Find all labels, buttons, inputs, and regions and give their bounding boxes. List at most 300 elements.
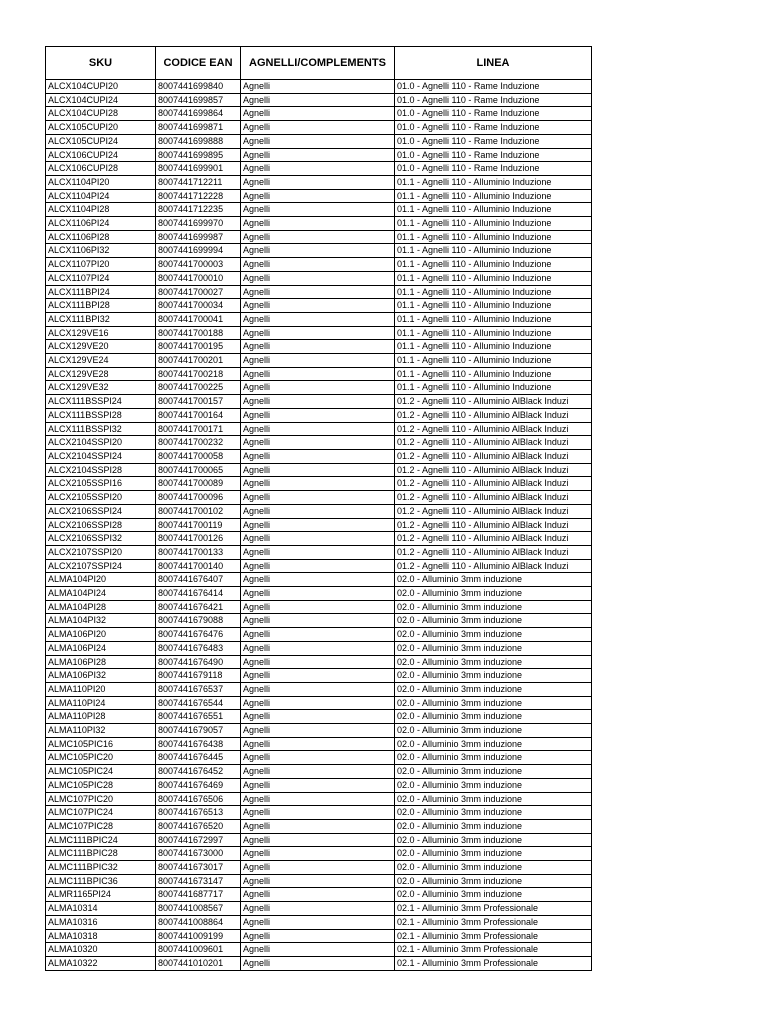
sku-cell: ALMA110PI20 (46, 682, 156, 696)
category-cell: Agnelli (241, 587, 395, 601)
category-cell: Agnelli (241, 792, 395, 806)
sku-cell: ALCX2106SSPI32 (46, 532, 156, 546)
linea-cell: 01.2 - Agnelli 110 - Alluminio AlBlack Induzi (395, 532, 592, 546)
sku-cell: ALMC107PIC24 (46, 806, 156, 820)
sku-cell: ALCX2105SSPI16 (46, 477, 156, 491)
table-row (46, 491, 592, 505)
table-row (46, 655, 592, 669)
sku-cell: ALMC111BPIC32 (46, 861, 156, 875)
linea-cell: 02.0 - Alluminio 3mm induzione (395, 888, 592, 902)
category-cell: Agnelli (241, 491, 395, 505)
ean-cell: 8007441700171 (156, 422, 241, 436)
linea-cell: 01.2 - Agnelli 110 - Alluminio AlBlack Induzi (395, 395, 592, 409)
linea-cell: 02.0 - Alluminio 3mm induzione (395, 669, 592, 683)
ean-cell: 8007441700225 (156, 381, 241, 395)
table-row (46, 148, 592, 162)
category-cell: Agnelli (241, 573, 395, 587)
sku-cell: ALMA10320 (46, 943, 156, 957)
sku-cell: ALMA10322 (46, 957, 156, 971)
ean-cell: 8007441687717 (156, 888, 241, 902)
table-row (46, 847, 592, 861)
table-row (46, 792, 592, 806)
ean-cell: 8007441700058 (156, 449, 241, 463)
ean-cell: 8007441712211 (156, 175, 241, 189)
linea-cell: 02.0 - Alluminio 3mm induzione (395, 847, 592, 861)
category-cell: Agnelli (241, 463, 395, 477)
category-cell: Agnelli (241, 203, 395, 217)
category-cell: Agnelli (241, 819, 395, 833)
ean-cell: 8007441699871 (156, 121, 241, 135)
table-row (46, 203, 592, 217)
ean-cell: 8007441700157 (156, 395, 241, 409)
table-row (46, 107, 592, 121)
ean-cell: 8007441699857 (156, 93, 241, 107)
table-row (46, 449, 592, 463)
linea-cell: 01.0 - Agnelli 110 - Rame Induzione (395, 93, 592, 107)
ean-cell: 8007441700188 (156, 326, 241, 340)
ean-cell: 8007441676421 (156, 600, 241, 614)
linea-cell: 01.1 - Agnelli 110 - Alluminio Induzione (395, 203, 592, 217)
category-cell: Agnelli (241, 381, 395, 395)
sku-cell: ALMC111BPIC24 (46, 833, 156, 847)
sku-cell: ALCX129VE28 (46, 367, 156, 381)
table-row (46, 422, 592, 436)
ean-cell: 8007441676551 (156, 710, 241, 724)
table-row (46, 217, 592, 231)
ean-cell: 8007441699970 (156, 217, 241, 231)
sku-cell: ALMC107PIC20 (46, 792, 156, 806)
ean-cell: 8007441676414 (156, 587, 241, 601)
sku-cell: ALCX104CUPI20 (46, 80, 156, 94)
linea-cell: 01.1 - Agnelli 110 - Alluminio Induzione (395, 244, 592, 258)
category-cell: Agnelli (241, 778, 395, 792)
ean-cell: 8007441712235 (156, 203, 241, 217)
ean-cell: 8007441679088 (156, 614, 241, 628)
category-cell: Agnelli (241, 477, 395, 491)
table-row (46, 669, 592, 683)
category-cell: Agnelli (241, 874, 395, 888)
table-row (46, 724, 592, 738)
linea-cell: 01.1 - Agnelli 110 - Alluminio Induzione (395, 340, 592, 354)
sku-cell: ALMC105PIC16 (46, 737, 156, 751)
category-cell: Agnelli (241, 408, 395, 422)
sku-cell: ALCX1107PI24 (46, 271, 156, 285)
ean-cell: 8007441700034 (156, 299, 241, 313)
ean-cell: 8007441700027 (156, 285, 241, 299)
ean-cell: 8007441700133 (156, 545, 241, 559)
table-row (46, 641, 592, 655)
table-row (46, 765, 592, 779)
category-cell: Agnelli (241, 80, 395, 94)
category-cell: Agnelli (241, 751, 395, 765)
table-row (46, 381, 592, 395)
sku-cell: ALMA110PI32 (46, 724, 156, 738)
linea-cell: 02.1 - Alluminio 3mm Professionale (395, 957, 592, 971)
category-cell: Agnelli (241, 532, 395, 546)
linea-cell: 02.0 - Alluminio 3mm induzione (395, 861, 592, 875)
sku-cell: ALCX1104PI28 (46, 203, 156, 217)
sku-cell: ALCX2106SSPI24 (46, 504, 156, 518)
table-row (46, 189, 592, 203)
ean-cell: 8007441700195 (156, 340, 241, 354)
linea-cell: 02.0 - Alluminio 3mm induzione (395, 751, 592, 765)
linea-cell: 01.2 - Agnelli 110 - Alluminio AlBlack Induzi (395, 518, 592, 532)
category-cell: Agnelli (241, 244, 395, 258)
table-row (46, 861, 592, 875)
ean-cell: 8007441700201 (156, 354, 241, 368)
table-row (46, 737, 592, 751)
linea-cell: 02.0 - Alluminio 3mm induzione (395, 655, 592, 669)
ean-cell: 8007441700140 (156, 559, 241, 573)
ean-cell: 8007441673017 (156, 861, 241, 875)
category-cell: Agnelli (241, 737, 395, 751)
sku-cell: ALMC107PIC28 (46, 819, 156, 833)
sku-cell: ALMA106PI24 (46, 641, 156, 655)
ean-cell: 8007441699901 (156, 162, 241, 176)
table-row (46, 943, 592, 957)
linea-cell: 01.0 - Agnelli 110 - Rame Induzione (395, 80, 592, 94)
table-row (46, 628, 592, 642)
linea-cell: 02.0 - Alluminio 3mm induzione (395, 600, 592, 614)
table-row (46, 504, 592, 518)
sku-cell: ALCX129VE32 (46, 381, 156, 395)
table-row (46, 957, 592, 971)
category-cell: Agnelli (241, 217, 395, 231)
table-row (46, 778, 592, 792)
ean-cell: 8007441700102 (156, 504, 241, 518)
ean-cell: 8007441699994 (156, 244, 241, 258)
sku-cell: ALMA104PI20 (46, 573, 156, 587)
category-cell: Agnelli (241, 93, 395, 107)
ean-cell: 8007441010201 (156, 957, 241, 971)
linea-cell: 02.0 - Alluminio 3mm induzione (395, 833, 592, 847)
category-cell: Agnelli (241, 395, 395, 409)
sku-cell: ALMA110PI28 (46, 710, 156, 724)
table-row (46, 134, 592, 148)
sku-cell: ALMA10316 (46, 915, 156, 929)
linea-cell: 02.1 - Alluminio 3mm Professionale (395, 929, 592, 943)
table-row (46, 408, 592, 422)
table-row (46, 587, 592, 601)
sku-cell: ALCX2104SSPI24 (46, 449, 156, 463)
category-cell: Agnelli (241, 162, 395, 176)
sku-cell: ALCX1106PI28 (46, 230, 156, 244)
ean-cell: 8007441672997 (156, 833, 241, 847)
sku-cell: ALCX2106SSPI28 (46, 518, 156, 532)
table-row (46, 162, 592, 176)
sku-cell: ALCX111BSSPI24 (46, 395, 156, 409)
linea-cell: 01.1 - Agnelli 110 - Alluminio Induzione (395, 367, 592, 381)
ean-cell: 8007441673147 (156, 874, 241, 888)
ean-cell: 8007441676537 (156, 682, 241, 696)
ean-cell: 8007441676407 (156, 573, 241, 587)
linea-cell: 01.0 - Agnelli 110 - Rame Induzione (395, 121, 592, 135)
header-row (46, 47, 592, 80)
ean-cell: 8007441676513 (156, 806, 241, 820)
ean-cell: 8007441676476 (156, 628, 241, 642)
linea-cell: 01.0 - Agnelli 110 - Rame Induzione (395, 148, 592, 162)
table-row (46, 819, 592, 833)
ean-cell: 8007441009601 (156, 943, 241, 957)
linea-cell: 01.2 - Agnelli 110 - Alluminio AlBlack Induzi (395, 449, 592, 463)
table-row (46, 271, 592, 285)
header-codice-ean: CODICE EAN (156, 47, 241, 80)
sku-cell: ALMR1165PI24 (46, 888, 156, 902)
linea-cell: 01.1 - Agnelli 110 - Alluminio Induzione (395, 175, 592, 189)
ean-cell: 8007441676452 (156, 765, 241, 779)
ean-cell: 8007441673000 (156, 847, 241, 861)
table-row (46, 833, 592, 847)
linea-cell: 01.1 - Agnelli 110 - Alluminio Induzione (395, 381, 592, 395)
linea-cell: 01.2 - Agnelli 110 - Alluminio AlBlack Induzi (395, 436, 592, 450)
category-cell: Agnelli (241, 545, 395, 559)
table-row (46, 915, 592, 929)
category-cell: Agnelli (241, 614, 395, 628)
table-row (46, 121, 592, 135)
linea-cell: 01.2 - Agnelli 110 - Alluminio AlBlack Induzi (395, 504, 592, 518)
table-row (46, 477, 592, 491)
ean-cell: 8007441676544 (156, 696, 241, 710)
sku-cell: ALCX129VE24 (46, 354, 156, 368)
category-cell: Agnelli (241, 669, 395, 683)
table-row (46, 326, 592, 340)
sku-cell: ALCX111BPI32 (46, 312, 156, 326)
ean-cell: 8007441712228 (156, 189, 241, 203)
table-row (46, 559, 592, 573)
ean-cell: 8007441676506 (156, 792, 241, 806)
category-cell: Agnelli (241, 148, 395, 162)
sku-cell: ALCX2104SSPI20 (46, 436, 156, 450)
linea-cell: 01.2 - Agnelli 110 - Alluminio AlBlack Induzi (395, 422, 592, 436)
table-row (46, 285, 592, 299)
sku-cell: ALCX1106PI24 (46, 217, 156, 231)
category-cell: Agnelli (241, 655, 395, 669)
ean-cell: 8007441676490 (156, 655, 241, 669)
sku-cell: ALMA110PI24 (46, 696, 156, 710)
category-cell: Agnelli (241, 600, 395, 614)
category-cell: Agnelli (241, 189, 395, 203)
ean-cell: 8007441676438 (156, 737, 241, 751)
linea-cell: 02.0 - Alluminio 3mm induzione (395, 641, 592, 655)
linea-cell: 02.0 - Alluminio 3mm induzione (395, 682, 592, 696)
category-cell: Agnelli (241, 436, 395, 450)
ean-cell: 8007441700089 (156, 477, 241, 491)
ean-cell: 8007441700164 (156, 408, 241, 422)
table-row (46, 93, 592, 107)
category-cell: Agnelli (241, 340, 395, 354)
table-row (46, 545, 592, 559)
sku-cell: ALMA106PI32 (46, 669, 156, 683)
linea-cell: 01.0 - Agnelli 110 - Rame Induzione (395, 162, 592, 176)
table-row (46, 614, 592, 628)
linea-cell: 01.0 - Agnelli 110 - Rame Induzione (395, 134, 592, 148)
linea-cell: 02.0 - Alluminio 3mm induzione (395, 614, 592, 628)
category-cell: Agnelli (241, 847, 395, 861)
category-cell: Agnelli (241, 641, 395, 655)
table-row (46, 354, 592, 368)
table-row (46, 518, 592, 532)
linea-cell: 01.1 - Agnelli 110 - Alluminio Induzione (395, 189, 592, 203)
ean-cell: 8007441679057 (156, 724, 241, 738)
ean-cell: 8007441700218 (156, 367, 241, 381)
sku-cell: ALCX1107PI20 (46, 258, 156, 272)
ean-cell: 8007441700041 (156, 312, 241, 326)
linea-cell: 01.1 - Agnelli 110 - Alluminio Induzione (395, 271, 592, 285)
table-row (46, 532, 592, 546)
category-cell: Agnelli (241, 902, 395, 916)
sku-cell: ALMA106PI28 (46, 655, 156, 669)
linea-cell: 01.2 - Agnelli 110 - Alluminio AlBlack Induzi (395, 408, 592, 422)
linea-cell: 02.0 - Alluminio 3mm induzione (395, 696, 592, 710)
sku-cell: ALCX1106PI32 (46, 244, 156, 258)
linea-cell: 01.2 - Agnelli 110 - Alluminio AlBlack Induzi (395, 559, 592, 573)
linea-cell: 01.2 - Agnelli 110 - Alluminio AlBlack Induzi (395, 491, 592, 505)
ean-cell: 8007441700232 (156, 436, 241, 450)
category-cell: Agnelli (241, 806, 395, 820)
linea-cell: 02.0 - Alluminio 3mm induzione (395, 710, 592, 724)
table-row (46, 710, 592, 724)
table-row (46, 395, 592, 409)
category-cell: Agnelli (241, 121, 395, 135)
sku-cell: ALCX105CUPI20 (46, 121, 156, 135)
linea-cell: 02.0 - Alluminio 3mm induzione (395, 792, 592, 806)
ean-cell: 8007441676445 (156, 751, 241, 765)
category-cell: Agnelli (241, 285, 395, 299)
sku-cell: ALCX104CUPI24 (46, 93, 156, 107)
sku-cell: ALCX106CUPI28 (46, 162, 156, 176)
sku-cell: ALMC105PIC28 (46, 778, 156, 792)
linea-cell: 01.0 - Agnelli 110 - Rame Induzione (395, 107, 592, 121)
category-cell: Agnelli (241, 312, 395, 326)
sku-cell: ALMC111BPIC36 (46, 874, 156, 888)
table-row (46, 806, 592, 820)
sku-cell: ALCX2104SSPI28 (46, 463, 156, 477)
table-row (46, 682, 592, 696)
ean-cell: 8007441700119 (156, 518, 241, 532)
linea-cell: 01.2 - Agnelli 110 - Alluminio AlBlack Induzi (395, 463, 592, 477)
linea-cell: 01.1 - Agnelli 110 - Alluminio Induzione (395, 354, 592, 368)
sku-cell: ALCX104CUPI28 (46, 107, 156, 121)
category-cell: Agnelli (241, 107, 395, 121)
linea-cell: 02.1 - Alluminio 3mm Professionale (395, 943, 592, 957)
sku-cell: ALCX1104PI20 (46, 175, 156, 189)
table-row (46, 299, 592, 313)
ean-cell: 8007441009199 (156, 929, 241, 943)
ean-cell: 8007441700003 (156, 258, 241, 272)
sku-cell: ALCX111BSSPI28 (46, 408, 156, 422)
table-row (46, 312, 592, 326)
linea-cell: 01.1 - Agnelli 110 - Alluminio Induzione (395, 285, 592, 299)
sku-cell: ALCX111BPI24 (46, 285, 156, 299)
table-row (46, 573, 592, 587)
ean-cell: 8007441676469 (156, 778, 241, 792)
ean-cell: 8007441699888 (156, 134, 241, 148)
table-row (46, 902, 592, 916)
sku-cell: ALMC111BPIC28 (46, 847, 156, 861)
category-cell: Agnelli (241, 682, 395, 696)
category-cell: Agnelli (241, 134, 395, 148)
linea-cell: 02.0 - Alluminio 3mm induzione (395, 765, 592, 779)
ean-cell: 8007441699987 (156, 230, 241, 244)
category-cell: Agnelli (241, 504, 395, 518)
linea-cell: 01.1 - Agnelli 110 - Alluminio Induzione (395, 326, 592, 340)
table-row (46, 230, 592, 244)
ean-cell: 8007441679118 (156, 669, 241, 683)
category-cell: Agnelli (241, 628, 395, 642)
linea-cell: 01.2 - Agnelli 110 - Alluminio AlBlack Induzi (395, 477, 592, 491)
category-cell: Agnelli (241, 299, 395, 313)
linea-cell: 02.0 - Alluminio 3mm induzione (395, 724, 592, 738)
sku-cell: ALMA106PI20 (46, 628, 156, 642)
ean-cell: 8007441700126 (156, 532, 241, 546)
sku-cell: ALCX111BPI28 (46, 299, 156, 313)
sku-cell: ALCX106CUPI24 (46, 148, 156, 162)
category-cell: Agnelli (241, 765, 395, 779)
category-cell: Agnelli (241, 367, 395, 381)
sku-cell: ALCX105CUPI24 (46, 134, 156, 148)
ean-cell: 8007441699895 (156, 148, 241, 162)
category-cell: Agnelli (241, 957, 395, 971)
category-cell: Agnelli (241, 888, 395, 902)
category-cell: Agnelli (241, 559, 395, 573)
ean-cell: 8007441700010 (156, 271, 241, 285)
category-cell: Agnelli (241, 710, 395, 724)
table-body (46, 80, 592, 971)
sku-cell: ALMA10314 (46, 902, 156, 916)
sku-cell: ALCX2107SSPI24 (46, 559, 156, 573)
ean-cell: 8007441676483 (156, 641, 241, 655)
linea-cell: 02.0 - Alluminio 3mm induzione (395, 874, 592, 888)
table-row (46, 244, 592, 258)
linea-cell: 02.0 - Alluminio 3mm induzione (395, 587, 592, 601)
table-row (46, 80, 592, 94)
header-agnelli-complements: AGNELLI/COMPLEMENTS (241, 47, 395, 80)
sku-cell: ALMA104PI24 (46, 587, 156, 601)
category-cell: Agnelli (241, 833, 395, 847)
header-sku: SKU (46, 47, 156, 80)
ean-cell: 8007441700096 (156, 491, 241, 505)
linea-cell: 01.1 - Agnelli 110 - Alluminio Induzione (395, 312, 592, 326)
sku-cell: ALCX129VE20 (46, 340, 156, 354)
ean-cell: 8007441700065 (156, 463, 241, 477)
linea-cell: 02.0 - Alluminio 3mm induzione (395, 819, 592, 833)
category-cell: Agnelli (241, 271, 395, 285)
sku-cell: ALMC105PIC20 (46, 751, 156, 765)
sku-cell: ALCX2107SSPI20 (46, 545, 156, 559)
sku-cell: ALCX111BSSPI32 (46, 422, 156, 436)
sku-cell: ALCX129VE16 (46, 326, 156, 340)
linea-cell: 02.0 - Alluminio 3mm induzione (395, 737, 592, 751)
table-row (46, 888, 592, 902)
category-cell: Agnelli (241, 326, 395, 340)
category-cell: Agnelli (241, 230, 395, 244)
linea-cell: 01.1 - Agnelli 110 - Alluminio Induzione (395, 258, 592, 272)
ean-cell: 8007441699840 (156, 80, 241, 94)
table-row (46, 874, 592, 888)
category-cell: Agnelli (241, 354, 395, 368)
table-row (46, 436, 592, 450)
category-cell: Agnelli (241, 258, 395, 272)
table-row (46, 600, 592, 614)
ean-cell: 8007441008864 (156, 915, 241, 929)
table-row (46, 751, 592, 765)
sku-cell: ALMA104PI28 (46, 600, 156, 614)
category-cell: Agnelli (241, 943, 395, 957)
ean-cell: 8007441676520 (156, 819, 241, 833)
table-row (46, 367, 592, 381)
linea-cell: 01.1 - Agnelli 110 - Alluminio Induzione (395, 230, 592, 244)
category-cell: Agnelli (241, 915, 395, 929)
